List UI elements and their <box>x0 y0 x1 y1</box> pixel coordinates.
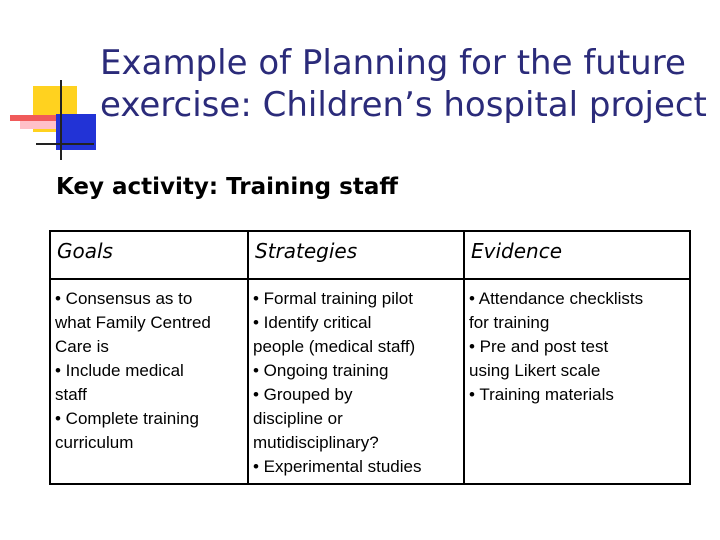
header-evidence: Evidence <box>464 231 690 279</box>
goals-line: curriculum <box>55 433 134 452</box>
goals-line: what Family Centred <box>55 313 211 332</box>
decor-horizontal-line <box>36 143 94 145</box>
decor-pink-bar <box>20 121 56 129</box>
planning-table <box>49 230 691 485</box>
strategies-cell <box>248 279 464 484</box>
strategies-line: people (medical staff) <box>253 337 416 356</box>
table-header-row <box>50 231 690 279</box>
decor-red-bar <box>10 115 56 121</box>
evidence-line: using Likert scale <box>469 361 601 380</box>
key-activity-heading: Key activity: Training staff <box>56 174 398 200</box>
goals-line: • Complete training <box>55 409 199 428</box>
header-strategies: Strategies <box>248 231 464 279</box>
goals-line: • Include medical <box>55 361 184 380</box>
evidence-line: • Pre and post test <box>469 337 609 356</box>
slide-title <box>100 42 707 126</box>
goals-line: staff <box>55 385 87 404</box>
header-goals: Goals <box>50 231 248 279</box>
strategies-line: • Formal training pilot <box>253 289 413 308</box>
goals-line: • Consensus as to <box>55 289 193 308</box>
evidence-line: • Attendance checklists <box>469 289 644 308</box>
title-line-1: Example of Planning for the future <box>100 43 686 83</box>
table-row <box>50 279 690 484</box>
strategies-line: discipline or <box>253 409 343 428</box>
strategies-line: • Experimental studies <box>253 457 422 476</box>
strategies-line: • Identify critical <box>253 313 372 332</box>
title-line-2: exercise: Children’s hospital project <box>100 85 707 125</box>
evidence-cell <box>464 279 690 484</box>
goals-cell <box>50 279 248 484</box>
goals-line: Care is <box>55 337 109 356</box>
evidence-line: • Training materials <box>469 385 614 404</box>
strategies-line: • Grouped by <box>253 385 353 404</box>
evidence-line: for training <box>469 313 550 332</box>
decor-vertical-line <box>60 80 62 160</box>
strategies-line: • Ongoing training <box>253 361 389 380</box>
strategies-line: mutidisciplinary? <box>253 433 379 452</box>
